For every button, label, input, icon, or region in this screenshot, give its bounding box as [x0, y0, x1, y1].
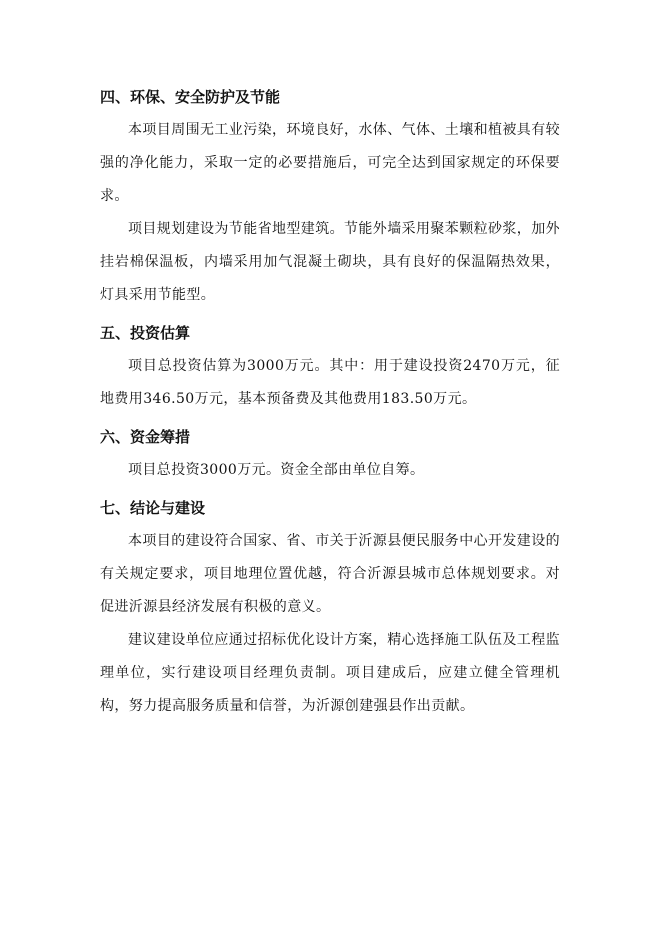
section-environment: [100, 80, 560, 312]
paragraph: 本项目的建设符合国家、省、市关于沂源县便民服务中心开发建设的有关规定要求，项目地理位置优越，符合沂源县城市总体规划要求。对促进沂源县经济发展有积极的意义。: [100, 533, 560, 615]
section-funding: [100, 420, 560, 487]
paragraph: 项目总投资估算为3000万元。其中：用于建设投资2470万元，征地费用346.50万元，基本预备费及其他费用183.50万元。: [100, 358, 560, 407]
section-heading: 四、环保、安全防护及节能: [100, 88, 281, 106]
paragraph: 项目总投资3000万元。资金全部由单位自筹。: [128, 462, 425, 478]
section-heading: 五、投资估算: [100, 324, 191, 342]
paragraph: 项目规划建设为节能省地型建筑。节能外墙采用聚苯颗粒砂浆，加外挂岩棉保温板，内墙采用加气混凝土砌块，具有良好的保温隔热效果，灯具采用节能型。: [100, 221, 560, 303]
section-heading: 六、资金筹措: [100, 428, 191, 446]
section-conclusion: [100, 491, 560, 723]
section-investment-estimate: [100, 316, 560, 416]
paragraph: 本项目周围无工业污染，环境良好，水体、气体、土壤和植被具有较强的净化能力，采取一定的必要措施后，可完全达到国家规定的环保要求。: [100, 122, 560, 204]
document-body: [100, 80, 560, 723]
paragraph: 建议建设单位应通过招标优化设计方案，精心选择施工队伍及工程监理单位，实行建设项目经理负责制。项目建成后，应建立健全管理机构，努力提高服务质量和信誉，为沂源创建强县作出贡献。: [100, 632, 560, 714]
section-heading: 七、结论与建设: [100, 499, 206, 517]
